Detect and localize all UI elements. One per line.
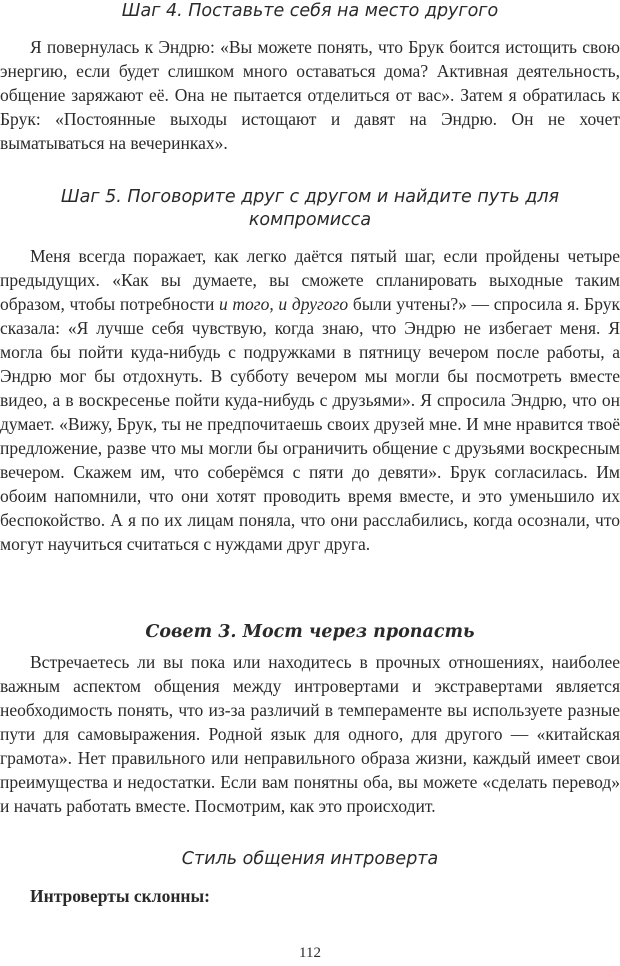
advice3-heading: Совет 3. Мост через пропасть — [145, 622, 475, 642]
step4-paragraph: Я повернулась к Эндрю: «Вы можете понять, что Брук боится истощить свою энергию, если будет слишком много оставаться дома? Активная деятельность, общение заряжают её. Она не пытается отделиться от вас». Затем я обратилась к Брук: «Постоянные выходы истощают и давят на Эндрю. Он не хочет выматываться на вечеринках». — [0, 37, 620, 153]
step5-paragraph-text-b: были учтены?» — спросила я. Брук сказала: «Я лучше себя чувствую, когда знаю, что Эндрю не избегает меня. Я могла бы пойти куда-нибудь с подружками в пятницу вечером после работы, а Эндрю мог бы отдохнуть. В субботу вечером мы могли бы посмотреть вместе видео, а в воскресенье пойти куда-нибудь с друзьями». Я спросила Эндрю, что он думает. «Вижу, Брук, ты не предпочитаешь своих друзей мне. И мне нравится твоё предложение, разве что мы могли бы ограничить общение с друзьями воскресным вечером. Скажем им, что соберёмся с пяти до девяти». Брук согласилась. Им обоим напомнили, что они хотят проводить время вместе, и это уменьшило их беспокойство. А я по их лицам поняла, что они расслабились, когда осознали, что могут научиться считаться с нуждами друг друга. — [0, 294, 620, 554]
step5-heading — [0, 186, 620, 232]
step5-paragraph — [0, 244, 620, 556]
advice3-paragraph: Встречаетесь ли вы пока или находитесь в прочных отношениях, наиболее важным аспектом общения между интровертами и экстравертами является необходимость понять, что из-за различий в темпераменте вы используете разные пути для самовыражения. Родной язык для одного, для другого — «китайская грамота». Нет правильного или неправильного образа жизни, каждый имеет свои преимущества и недостатки. Если вам понятны оба, вы можете «сделать перевод» и начать работать вместе. Посмотрим, как это происходит. — [0, 652, 620, 816]
step4-heading: Шаг 4. Поставьте себя на место другого — [121, 1, 499, 21]
step5-heading-line1: Шаг 5. Поговорите друг с другом и найдите путь для — [60, 187, 560, 207]
step5-heading-line2: компромисса — [248, 210, 372, 230]
page-number: 112 — [299, 945, 321, 961]
introverts-tend-label: Интроверты склонны: — [30, 886, 210, 906]
step5-paragraph-emphasis: и того, и другого — [219, 294, 349, 314]
step5-paragraph-text-a: Меня всегда поражает, как легко даётся пятый шаг, если пройдены четыре предыдущих. «Как вы думаете, вы сможете спланировать выходные таким образом, чтобы потребности — [0, 246, 620, 314]
introvert-style-heading: Стиль общения интроверта — [181, 849, 439, 869]
